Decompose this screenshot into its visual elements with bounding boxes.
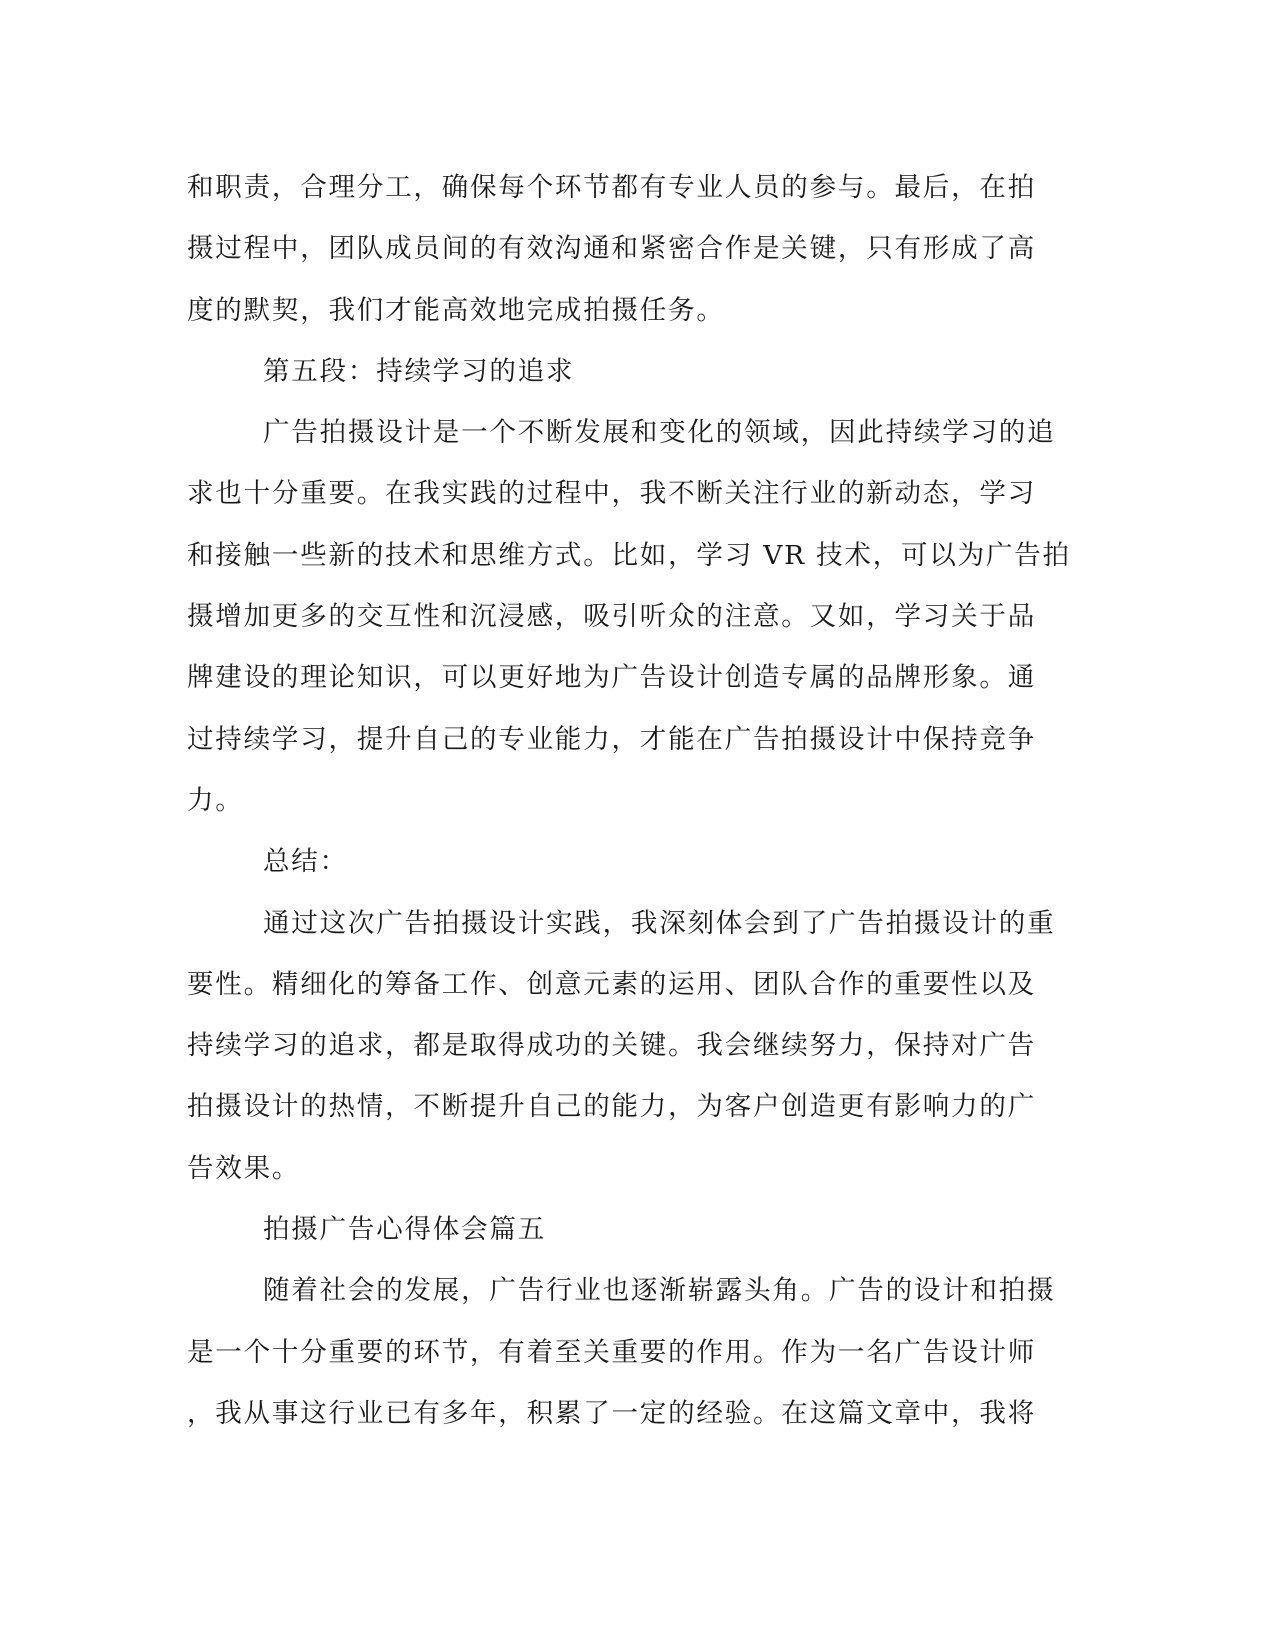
text-line: 牌建设的理论知识，可以更好地为广告设计创造专属的品牌形象。通 <box>187 662 1036 694</box>
text-line: 告效果。 <box>187 1152 301 1184</box>
text-line: 广告拍摄设计是一个不断发展和变化的领域，因此持续学习的追 <box>263 417 1056 449</box>
text-line: 和职责，合理分工，确保每个环节都有专业人员的参与。最后，在拍 <box>187 172 1036 203</box>
text-line: 求也十分重要。在我实践的过程中，我不断关注行业的新动态，学习 <box>187 478 1036 510</box>
section-heading: 拍摄广告心得体会篇五 <box>263 1214 546 1246</box>
text-line: 通过这次广告拍摄设计实践，我深刻体会到了广告拍摄设计的重 <box>263 907 1056 939</box>
text-line: ，我从事这行业已有多年，积累了一定的经验。在这篇文章中，我将 <box>187 1397 1036 1429</box>
text-line: 是一个十分重要的环节，有着至关重要的作用。作为一名广告设计师 <box>187 1336 1036 1368</box>
section-heading: 总结： <box>263 846 348 878</box>
text-line: 摄增加更多的交互性和沉浸感，吸引听众的注意。又如，学习关于品 <box>187 601 1036 633</box>
text-line: 度的默契，我们才能高效地完成拍摄任务。 <box>187 294 725 326</box>
body-text <box>187 157 1071 1444</box>
text-line: 随着社会的发展，广告行业也逐渐崭露头角。广告的设计和拍摄 <box>263 1275 1056 1307</box>
text-line: 和接触一些新的技术和思维方式。比如，学习 VR 技术，可以为广告拍 <box>187 539 1071 571</box>
text-line: 摄过程中，团队成员间的有效沟通和紧密合作是关键，只有形成了高 <box>187 233 1036 265</box>
text-line: 过持续学习，提升自己的专业能力，才能在广告拍摄设计中保持竞争 <box>187 723 1036 755</box>
text-line: 持续学习的追求，都是取得成功的关键。我会继续努力，保持对广告 <box>187 1030 1036 1062</box>
text-line: 力。 <box>187 784 244 816</box>
section-heading: 第五段：持续学习的追求 <box>263 355 575 387</box>
text-line: 拍摄设计的热情，不断提升自己的能力，为客户创造更有影响力的广 <box>187 1091 1036 1123</box>
text-line: 要性。精细化的筹备工作、创意元素的运用、团队合作的重要性以及 <box>187 968 1036 1000</box>
